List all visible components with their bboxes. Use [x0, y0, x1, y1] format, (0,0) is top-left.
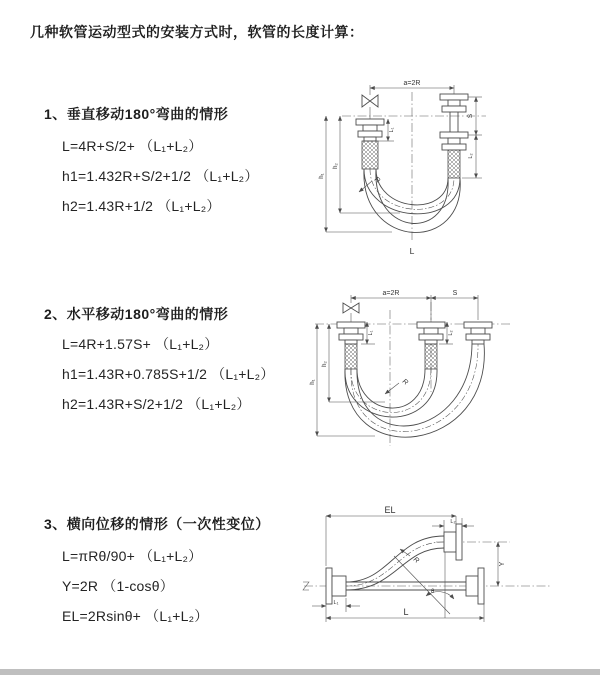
flange-neck	[363, 125, 377, 131]
flange	[442, 106, 466, 112]
section-2-formula-h1: h1=1.43R+0.785S+1/2 （L₁+L₂）	[62, 366, 275, 382]
braid-section	[362, 141, 378, 169]
scan-edge-artifact	[0, 669, 600, 675]
flange	[417, 322, 445, 328]
flange-neck	[364, 137, 376, 141]
flange	[339, 334, 363, 340]
hose-centerline-moved	[346, 542, 444, 586]
dim-label-s: S	[467, 113, 474, 119]
flange	[440, 94, 468, 100]
section-2-formula-h2: h2=1.43R+S/2+1/2 （L₁+L₂）	[62, 396, 251, 412]
dim-label-h2: h₂	[333, 163, 339, 169]
diagram-lateral-displacement	[298, 502, 598, 650]
flange-neck	[448, 138, 460, 144]
diagram-horizontal-180-bend	[303, 284, 600, 456]
flange	[337, 322, 365, 328]
radius-label: R	[372, 176, 382, 185]
flange-plate	[326, 568, 332, 604]
section-1-formula-h1: h1=1.432R+S/2+1/2 （L₁+L₂）	[62, 168, 259, 184]
flange-neck	[425, 340, 437, 344]
radius-leader	[385, 383, 399, 394]
hose-wall-moved	[346, 548, 444, 590]
dim-label-l2: L₂	[448, 330, 454, 336]
section-1-formula-L: L=4R+S/2+ （L₁+L₂）	[62, 138, 203, 154]
flange-neck	[424, 328, 438, 334]
dim-label-l1: L₁	[333, 600, 339, 606]
flange	[419, 334, 443, 340]
flange-neck	[471, 328, 485, 334]
hose-centerline-moved	[351, 344, 478, 432]
section-3-formula-Y: Y=2R （1-cosθ）	[62, 578, 174, 594]
section-2-heading: 2、水平移动180°弯曲的情形	[44, 306, 229, 322]
dim-label-h2: h₂	[322, 361, 328, 367]
flange	[442, 144, 466, 150]
dim-label-el: EL	[384, 505, 396, 515]
dim-label-a2r: a=2R	[382, 290, 400, 297]
flange	[440, 132, 468, 138]
braid-section	[448, 150, 460, 178]
section-3-formula-L: L=πRθ/90+ （L₁+L₂）	[62, 548, 203, 564]
dim-label-l2: L₂	[468, 153, 474, 159]
valve-icon	[351, 303, 359, 313]
page-title: 几种软管运动型式的安装方式时，软管的长度计算：	[30, 24, 364, 40]
flange-neck	[344, 328, 358, 334]
dim-label-s: S	[452, 290, 458, 297]
dim-label-h1: h₁	[310, 379, 316, 385]
section-3-heading: 3、横向位移的情形（一次性变位）	[44, 516, 270, 532]
hose-wall-moved	[346, 536, 444, 582]
flange	[466, 334, 490, 340]
valve-icon	[362, 95, 370, 107]
braid-section	[345, 344, 357, 369]
dim-label-y: Y	[499, 561, 506, 567]
flange	[358, 131, 382, 137]
dim-label-a2r: a=2R	[403, 80, 421, 87]
flange-neck	[472, 340, 484, 344]
dim-label-l2: L₂	[450, 519, 456, 525]
section-1-formula-h2: h2=1.43R+1/2 （L₁+L₂）	[62, 198, 221, 214]
flange-neck	[345, 340, 357, 344]
construction-line	[394, 556, 450, 614]
hose-wall-moved	[345, 344, 484, 437]
radius-label: R	[400, 378, 410, 387]
length-label: L	[409, 246, 415, 256]
section-3-formula-EL: EL=2Rsinθ+ （L₁+L₂）	[62, 608, 209, 624]
flange-hub	[332, 576, 346, 596]
dim-label-l1: L₁	[389, 127, 395, 133]
hose-wall	[345, 369, 437, 417]
section-2-formula-L: L=4R+1.57S+ （L₁+L₂）	[62, 336, 219, 352]
angle-label: θ	[431, 589, 435, 595]
flange-plate	[456, 524, 462, 560]
flange	[356, 119, 384, 125]
flange-plate	[478, 568, 484, 604]
radius-label: R	[411, 556, 421, 565]
diagram-vertical-180-bend	[312, 74, 570, 262]
dim-label-h1: h₁	[319, 173, 325, 179]
section-1-heading: 1、垂直移动180°弯曲的情形	[44, 106, 229, 122]
flange	[464, 322, 492, 328]
dim-label-l1: L₁	[368, 330, 374, 336]
flange-neck	[448, 100, 460, 106]
braid-section	[425, 344, 437, 369]
valve-icon	[370, 95, 378, 107]
valve-icon	[343, 303, 351, 313]
flange-hub	[444, 532, 456, 552]
flange-hub	[466, 576, 478, 596]
dim-label-l: L	[403, 607, 409, 617]
